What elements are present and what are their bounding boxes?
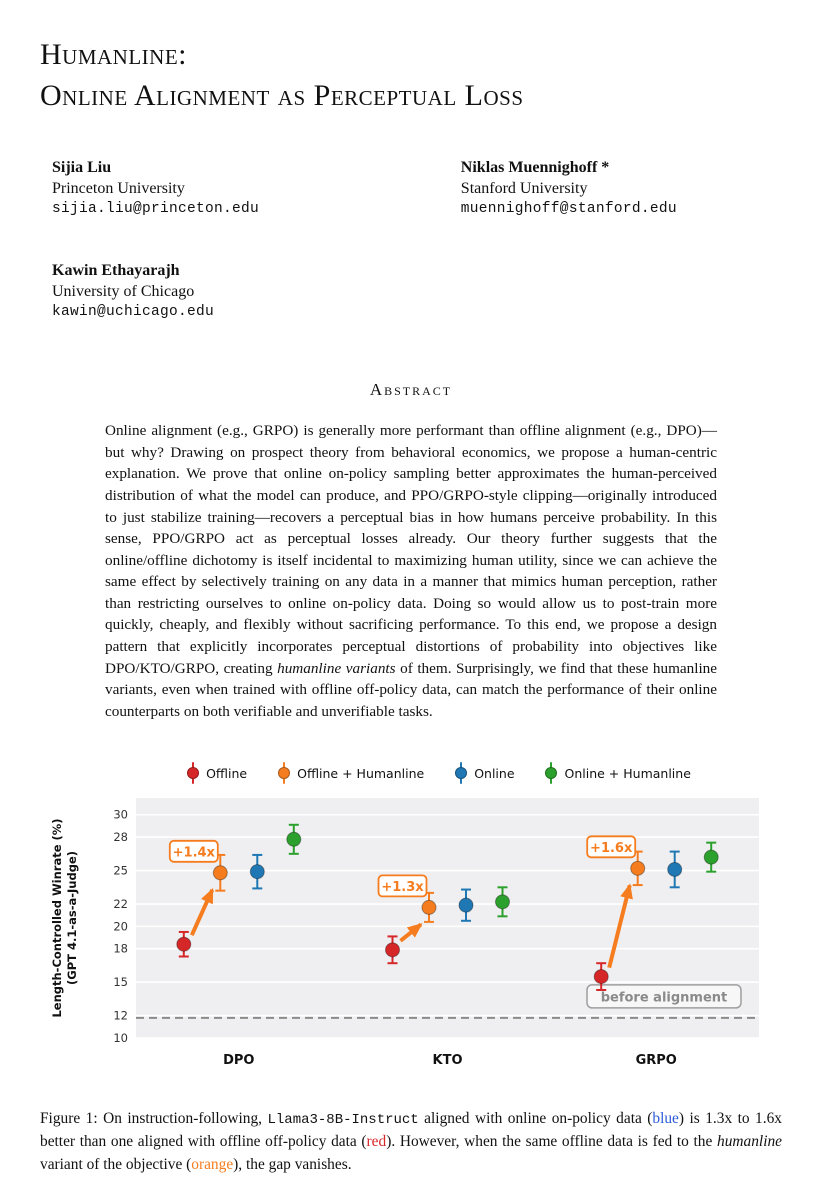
y-tick-label: 12 — [113, 1009, 128, 1024]
annotation-box — [587, 837, 635, 858]
caption-segment: orange — [191, 1155, 234, 1173]
caption-segment: humanline — [717, 1133, 782, 1151]
authors-block — [52, 157, 782, 323]
author-email: muennighoff@stanford.edu — [460, 200, 677, 217]
annotation-box — [170, 841, 218, 862]
svg-text:+1.4x: +1.4x — [172, 845, 215, 861]
figure-1 — [40, 762, 782, 1176]
title-line-2: Online Alignment as Perceptual Loss — [40, 79, 524, 113]
figure-caption — [40, 1108, 782, 1176]
legend-label: Offline + Humanline — [297, 765, 425, 781]
y-tick-label: 25 — [113, 863, 128, 878]
chart-legend — [95, 762, 782, 784]
y-tick-label: 10 — [113, 1031, 128, 1046]
legend-marker-icon — [277, 762, 290, 784]
author-affiliation: University of Chicago — [52, 283, 195, 301]
author-email: sijia.liu@princeton.edu — [52, 200, 260, 217]
abstract-segment: Online alignment (e.g., GRPO) is generally more performant than offline alignment (e.g., DPO)—but why? Drawing on prospect theory from behavioral economics, we propose a human-centric explanation. We prove that online on-policy sampling better approximates the human-perceived distribution of what the model can produce, and PPO/GRPO-style clipping—originally introduced to just stabilize training—recovers a perceptual bias in how humans perceive probability. In this sense, PPO/GRPO act as perceptual losses already. Our theory further suggests that the online/offline dichotomy is itself incidental to maximizing human utility, since we can achieve the same effect by selectively training on any data in a manner that mimics human perception, rather than restricting ourselves to online on-policy data. Doing so would allow us to post-train more quickly, cheaply, and flexibly without sacrificing performance. To this end, we propose a design pattern that explicitly incorporates perceptual distortions of probability into objectives like DPO/KTO/GRPO, creating — [105, 422, 717, 677]
caption-segment: blue — [652, 1110, 679, 1128]
caption-segment: ), the gap vanishes. — [233, 1155, 352, 1173]
winrate-chart — [41, 786, 781, 1086]
abstract-text — [105, 420, 717, 722]
svg-text:+1.6x: +1.6x — [590, 841, 633, 857]
legend-label: Online — [474, 765, 515, 781]
svg-text:before alignment: before alignment — [600, 990, 728, 1006]
abstract-heading: Abstract — [369, 380, 453, 400]
y-tick-label: 22 — [113, 897, 128, 912]
data-point — [459, 899, 473, 913]
legend-marker-icon — [545, 762, 558, 784]
legend-label: Offline — [206, 765, 248, 781]
author-3 — [52, 260, 461, 323]
caption-segment: red — [366, 1133, 387, 1151]
caption-segment: Figure 1: On instruction-following, — [40, 1110, 268, 1128]
legend-marker-icon — [454, 762, 467, 784]
author-name: Kawin Ethayarajh — [52, 261, 180, 279]
author-2 — [461, 157, 782, 220]
data-point — [496, 895, 510, 909]
data-point — [594, 970, 608, 984]
x-group-label: DPO — [223, 1053, 255, 1069]
data-point — [250, 865, 264, 879]
author-name: Sijia Liu — [52, 158, 112, 176]
legend-item — [277, 762, 424, 784]
data-point — [386, 943, 400, 957]
y-tick-label: 30 — [113, 808, 128, 823]
x-group-label: KTO — [432, 1053, 463, 1069]
caption-segment: ) is 1.3x to 1.6x better than one aligned with offline off-policy data ( — [40, 1110, 782, 1151]
data-point — [177, 938, 191, 952]
author-affiliation: Princeton University — [52, 180, 185, 198]
x-group-label: GRPO — [635, 1053, 677, 1069]
legend-item — [545, 762, 691, 784]
y-axis-label: Length-Controlled Winrate (%) — [50, 818, 64, 1018]
data-point — [213, 866, 227, 880]
paper-page — [40, 34, 782, 1177]
abstract-segment-italic: humanline variants — [277, 659, 396, 677]
y-tick-label: 15 — [113, 975, 128, 990]
data-point — [631, 862, 645, 876]
author-name: Niklas Muennighoff * — [460, 158, 610, 176]
data-point — [704, 851, 718, 865]
title-line-1: Humanline: — [40, 38, 187, 71]
y-axis-label-sub: (GPT 4.1-as-a-Judge) — [65, 851, 79, 986]
author-email: kawin@uchicago.edu — [52, 303, 215, 320]
author-affiliation: Stanford University — [460, 180, 588, 198]
abstract-segment: of them. Surprisingly, we find that these humanline variants, even when trained with offline off-policy data, can match the performance of their online counterparts on both verifiable and unverifiable tasks. — [105, 659, 717, 720]
caption-segment: variant of the objective ( — [40, 1155, 192, 1173]
baseline-label — [587, 985, 741, 1008]
data-point — [668, 863, 682, 877]
data-point — [422, 901, 436, 915]
author-1 — [52, 157, 461, 220]
legend-item — [186, 762, 247, 784]
caption-segment: Llama3-8B-Instruct — [267, 1112, 419, 1129]
legend-marker-icon — [186, 762, 199, 784]
y-tick-label: 28 — [113, 830, 128, 845]
caption-segment: ). However, when the same offline data is fed to the — [386, 1133, 718, 1151]
y-tick-label: 20 — [113, 919, 128, 934]
data-point — [287, 833, 301, 847]
caption-segment: aligned with online on-policy data ( — [418, 1110, 653, 1128]
svg-text:+1.3x: +1.3x — [381, 880, 424, 896]
legend-label: Online + Humanline — [564, 765, 691, 781]
legend-item — [454, 762, 514, 784]
annotation-box — [379, 876, 427, 897]
paper-title — [40, 34, 782, 117]
y-tick-label: 18 — [113, 942, 128, 957]
